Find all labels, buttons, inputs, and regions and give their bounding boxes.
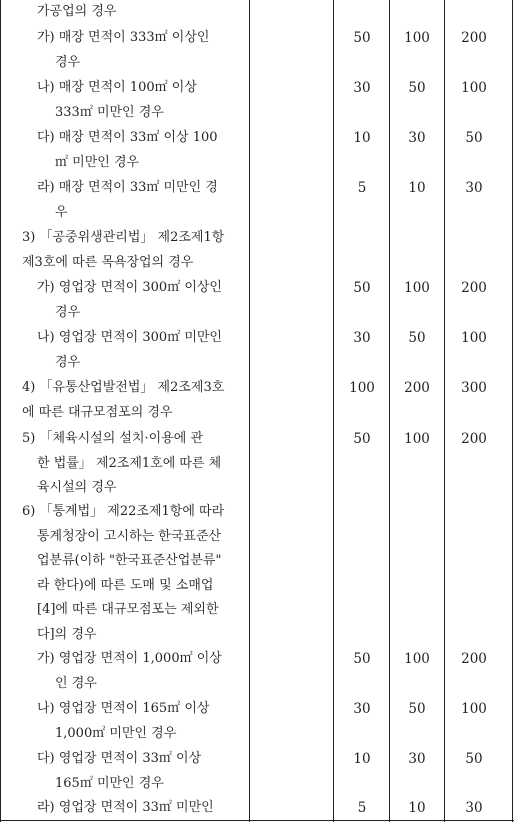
- item-text: 나) 영업장 면적이 300㎡ 미만인: [37, 330, 222, 345]
- value-cell: 100: [404, 431, 430, 447]
- value-cell: 30: [408, 751, 426, 767]
- table-right-border: [512, 0, 513, 822]
- value-cell: 100: [404, 651, 430, 667]
- value-cell: 100: [349, 380, 375, 396]
- item-text: 4) 「유통산업발전법」 제2조제3호: [22, 380, 225, 395]
- item-text: 다) 영업장 면적이 33㎡ 이상: [37, 751, 202, 766]
- value-cell: 10: [408, 800, 426, 816]
- item-text: 3) 「공중위생관리법」 제2조제1항: [22, 230, 225, 245]
- value-cell: 50: [465, 130, 483, 146]
- item-text: 나) 영업장 면적이 165㎡ 이상: [37, 701, 210, 716]
- value-cell: 30: [465, 180, 483, 196]
- item-text: 경우: [55, 354, 81, 370]
- value-cell: 50: [353, 431, 371, 447]
- item-text: 인 경우: [55, 675, 97, 691]
- item-text: 6) 「통계법」 제22조제1항에 따라: [22, 504, 225, 519]
- value-cell: 30: [353, 330, 371, 346]
- item-text: 경우: [55, 304, 81, 320]
- value-cell: 30: [408, 130, 426, 146]
- value-cell: 50: [353, 30, 371, 46]
- item-text: 가공업의 경우: [37, 4, 117, 19]
- value-cell: 50: [353, 280, 371, 296]
- item-text: 1,000㎡ 미만인 경우: [55, 725, 177, 741]
- item-text: 통계청장이 고시하는 한국표준산: [37, 528, 222, 544]
- item-text: 다]의 경우: [37, 626, 97, 642]
- column-divider: [249, 0, 250, 822]
- value-cell: 50: [408, 80, 426, 96]
- value-cell: 100: [461, 80, 487, 96]
- item-text: 육시설의 경우: [37, 480, 117, 495]
- value-cell: 50: [408, 701, 426, 717]
- item-text: 경우: [55, 54, 81, 70]
- item-text: 라) 영업장 면적이 33㎡ 미만인: [37, 800, 214, 815]
- item-text: 가) 영업장 면적이 300㎡ 이상인: [37, 280, 222, 295]
- value-cell: 200: [461, 651, 487, 667]
- value-cell: 5: [357, 800, 367, 816]
- value-cell: 300: [461, 380, 487, 396]
- item-text: 다) 매장 면적이 33㎡ 이상 100: [37, 130, 218, 145]
- value-cell: 100: [404, 280, 430, 296]
- value-cell: 30: [465, 800, 483, 816]
- value-cell: 50: [353, 651, 371, 667]
- value-cell: 200: [404, 380, 430, 396]
- value-cell: 5: [357, 180, 367, 196]
- value-cell: 200: [461, 30, 487, 46]
- item-text: ㎡ 미만인 경우: [55, 154, 140, 170]
- item-text: 우: [55, 204, 68, 220]
- value-cell: 200: [461, 431, 487, 447]
- item-text: 업분류(이하 "한국표준산업분류": [37, 553, 222, 568]
- value-cell: 100: [404, 30, 430, 46]
- item-text: 한 법률」 제2조제1호에 따른 체: [37, 455, 222, 471]
- value-cell: 50: [465, 751, 483, 767]
- value-cell: 10: [353, 751, 371, 767]
- item-text: 5) 「체육시설의 설치·이용에 관: [22, 431, 204, 446]
- item-text: 나) 매장 면적이 100㎡ 이상: [37, 80, 197, 95]
- item-text: 라) 매장 면적이 33㎡ 미만인 경: [37, 180, 218, 195]
- value-cell: 100: [461, 701, 487, 717]
- value-cell: 30: [353, 80, 371, 96]
- value-cell: 30: [353, 701, 371, 717]
- item-text: 제3호에 따른 목욕장업의 경우: [22, 254, 194, 270]
- item-text: 에 따른 대규모점포의 경우: [22, 404, 173, 420]
- item-text: [4]에 따른 대규모점포는 제외한: [37, 602, 219, 617]
- value-cell: 10: [408, 180, 426, 196]
- value-cell: 200: [461, 280, 487, 296]
- item-text: 가) 매장 면적이 333㎡ 이상인: [37, 30, 210, 45]
- table-left-border: [0, 0, 1, 822]
- item-text: 333㎡ 미만인 경우: [55, 104, 164, 120]
- item-text: 165㎡ 미만인 경우: [55, 775, 164, 791]
- value-cell: 100: [461, 330, 487, 346]
- value-cell: 50: [408, 330, 426, 346]
- item-text: 라 한다)에 따른 도매 및 소매업: [37, 577, 214, 593]
- value-cell: 10: [353, 130, 371, 146]
- item-text: 가) 영업장 면적이 1,000㎡ 이상: [37, 651, 222, 666]
